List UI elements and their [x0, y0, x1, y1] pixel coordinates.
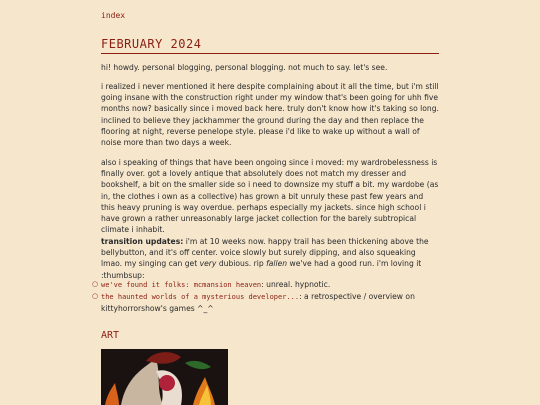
list-item [92, 291, 439, 314]
mcmansion-heaven-link[interactable]: we've found it folks: mcmansion heaven [101, 281, 262, 289]
emphasis-fallen: fallen [266, 259, 288, 269]
transition-text-a: i'm at 10 weeks now. happy trail has been thickening above the bellybutton, and it's off center. voice slowly but surely dipping, and also squeaking lmao. my singing can get [101, 237, 429, 269]
haunted-worlds-link[interactable]: the haunted worlds of a mysterious developer... [101, 293, 300, 302]
transition-label: transition updates: [101, 237, 184, 246]
index-link[interactable]: index [101, 11, 126, 20]
bullet-circle-icon: ○ [92, 292, 99, 301]
artwork-image [101, 349, 228, 405]
link-description: : unreal. hypnotic. [261, 280, 331, 289]
emphasis-very: very [199, 259, 217, 269]
transition-text-b: dubious. rip [216, 259, 267, 269]
bullet-circle-icon: ○ [92, 280, 99, 288]
art-heading: ART [101, 330, 120, 341]
transition-paragraph [101, 236, 439, 281]
link-list [92, 279, 439, 315]
post-title: FEBRUARY 2024 [101, 37, 439, 54]
construction-paragraph: i realized i never mentioned it here despite complaining about it all the time, but i'm still going insane with the construction right under my window that's been going for uhh five months now? basically since i moved back here. truly don't know how it's taking so long. inclined to believe they jackhammer the ground during the day and then replace the flooring at night, reverse penelope style. please i'd like to wake up without a wall of noise more than two days a week. [101, 82, 439, 148]
wardrobe-paragraph: also i speaking of things that have been ongoing since i moved: my wardrobelessness is finally over. got a lovely antique that absolutely does not match my dresser and bookshelf, a bit on the smaller side so i need to downsize my stuff a bit. my wardobe (as in, the clothes i own as a collective) has grown a bit unruly these past few years and this heavy pruning is way overdue. perhaps especially my jackets. since high school i have grown a rather unreasonably large jacket collection for the barely subtropical climate i inhabit. [101, 158, 439, 235]
transition-text-c: we've had a good run. i'm loving it :thumbsup: [101, 259, 422, 280]
artwork-illustration [101, 349, 228, 405]
link-description: : a retrospective / overview on kittyhorrorshow's games ^_^ [101, 292, 415, 314]
list-item [92, 279, 439, 291]
intro-paragraph: hi! howdy. personal blogging, personal blogging. not much to say. let's see. [101, 63, 388, 72]
